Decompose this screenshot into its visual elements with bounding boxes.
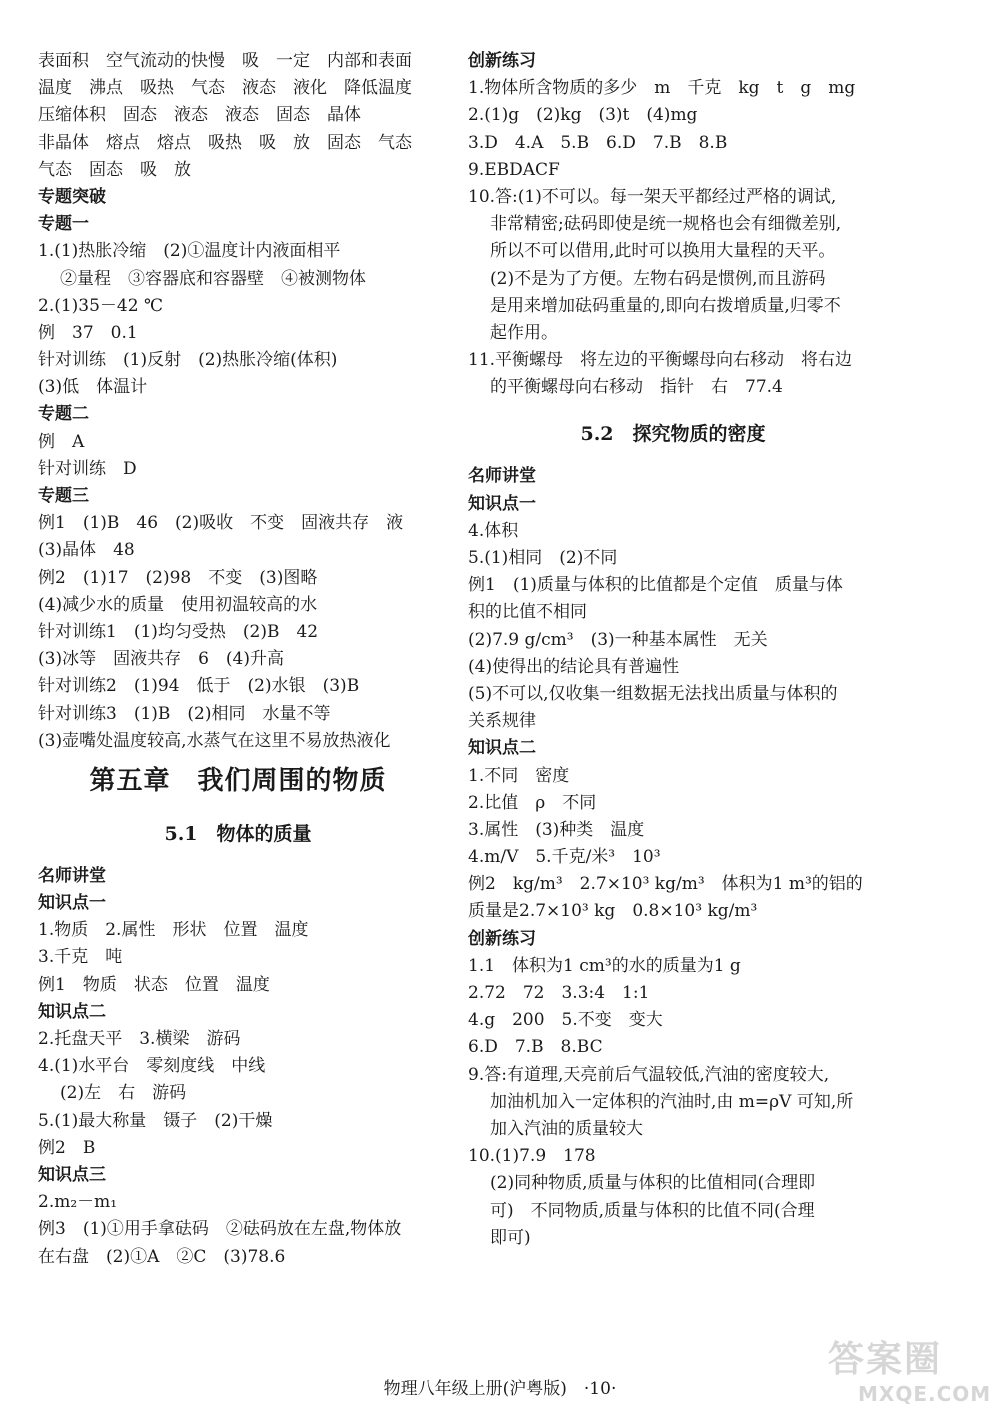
text-line: 9.答:有道理,天亮前后气温较低,汽油的密度较大, [468,1064,830,1085]
lecture-heading: 名师讲堂 [468,466,536,487]
text-line: 即可) [490,1227,531,1248]
text-line: 11.平衡螺母 将左边的平衡螺母向右移动 将右边 [468,350,853,371]
text-line: 起作用。 [490,322,558,343]
chapter-title: 第五章 我们周围的物质 [89,765,387,796]
knowledge-point-3-heading: 知识点三 [38,1164,106,1185]
text-line: 例 37 0.1 [38,322,138,343]
watermark-url: MXQE.COM [858,1382,992,1406]
topic-2-heading: 专题二 [38,404,89,425]
text-line: 针对训练1 (1)均匀受热 (2)B 42 [38,621,319,642]
left-column [38,48,438,1271]
text-line: (2)7.9 g/cm³ (3)一种基本属性 无关 [468,629,768,650]
text-line: 1.不同 密度 [468,765,570,786]
text-line: 的平衡螺母向右移动 指针 右 77.4 [490,377,783,398]
page-footer: 物理八年级上册(沪粤版) ·10· [383,1379,617,1399]
text-line: 1.物质 2.属性 形状 位置 温度 [38,920,309,941]
text-line: 加入汽油的质量较大 [490,1118,643,1139]
text-line: 10.(1)7.9 178 [468,1146,596,1167]
text-line: 2.72 72 3.3:4 1:1 [468,983,650,1003]
text-line: 2.m₂－m₁ [38,1192,118,1213]
text-line: 9.EBDACF [468,159,560,180]
text-line: 在右盘 (2)①A ②C (3)78.6 [38,1246,286,1267]
knowledge-point-2-heading: 知识点二 [38,1001,106,1022]
text-line: 质量是2.7×10³ kg 0.8×10³ kg/m³ [468,901,758,922]
text-line: ②量程 ③容器底和容器壁 ④被测物体 [60,268,366,289]
text-line: 例2 (1)17 (2)98 不变 (3)图略 [38,567,318,588]
text-line: 可) 不同物质,质量与体积的比值不同(合理 [490,1200,815,1221]
practice-heading: 创新练习 [468,928,536,949]
text-line: 2.(1)g (2)kg (3)t (4)mg [468,105,698,126]
practice-heading: 创新练习 [468,51,536,71]
text-line: 1.(1)热胀冷缩 (2)①温度计内液面相平 [38,241,341,262]
left-top-lines [38,48,438,184]
text-line: (2)左 右 游码 [60,1083,187,1104]
text-line: 针对训练2 (1)94 低于 (2)水银 (3)B [38,676,360,697]
text-line: 例2 kg/m³ 2.7×10³ kg/m³ 体积为1 m³的铝的 [468,874,863,895]
text-line: 2.比值 ρ 不同 [468,792,597,813]
text-line: 3.D 4.A 5.B 6.D 7.B 8.B [468,132,728,153]
text-line: 5.(1)最大称量 镊子 (2)干燥 [38,1110,273,1131]
text-line: 3.千克 吨 [38,947,123,968]
text-line: 例2 B [38,1137,96,1158]
topic-3-heading: 专题三 [38,486,89,506]
text-line: 气态 固态 吸 放 [38,159,191,180]
text-line: 4.体积 [468,520,519,541]
text-line: (2)不是为了方便。左物右码是惯例,而且游码 [490,268,826,289]
text-line: 非常精密;砝码即使是统一规格也会有细微差别, [490,214,842,235]
text-line: 例1 (1)B 46 (2)吸收 不变 固液共存 液 [38,513,404,534]
text-line: 5.(1)相同 (2)不同 [468,548,618,568]
lecture-heading: 名师讲堂 [38,865,106,886]
text-line: 针对训练 (1)反射 (2)热胀冷缩(体积) [38,350,338,371]
text-line: 压缩体积 固态 液态 液态 固态 晶体 [38,105,361,126]
text-line: 加油机加入一定体积的汽油时,由 m=ρV 可知,所 [490,1091,854,1112]
text-line: 表面积 空气流动的快慢 吸 一定 内部和表面 [38,51,412,71]
knowledge-point-2-heading: 知识点二 [468,738,536,759]
text-line: 2.托盘天平 3.横梁 游码 [38,1029,241,1049]
text-line: (3)壶嘴处温度较高,水蒸气在这里不易放热液化 [38,730,391,751]
section-5-1-title: 5.1 物体的质量 [164,822,312,845]
topic-1-heading: 专题一 [38,214,89,235]
text-line: 2.(1)35－42 ℃ [38,295,163,316]
text-line: 针对训练3 (1)B (2)相同 水量不等 [38,703,331,724]
watermark-logo-text: 答案圈 [828,1339,943,1380]
knowledge-point-1-heading: 知识点一 [38,893,106,914]
text-line: 1.1 体积为1 cm³的水的质量为1 g [468,955,741,976]
text-line: 例3 (1)①用手拿砝码 ②砝码放在左盘,物体放 [38,1219,402,1240]
text-line: 6.D 7.B 8.BC [468,1037,603,1058]
text-line: 关系规律 [468,711,536,732]
right-column [468,48,878,1252]
text-line: 温度 沸点 吸热 气态 液态 液化 降低温度 [38,78,412,99]
text-line: 4.m/V 5.千克/米³ 10³ [468,847,661,868]
text-line: 例1 物质 状态 位置 温度 [38,974,270,995]
knowledge-point-1-heading: 知识点一 [468,493,536,514]
text-line: (4)使得出的结论具有普遍性 [468,656,680,677]
text-line: (3)冰等 固液共存 6 (4)升高 [38,649,284,670]
text-line: 10.答:(1)不可以。每一架天平都经过严格的调试, [468,186,837,207]
text-line: 针对训练 D [38,458,137,479]
text-line: 例 A [38,431,85,452]
text-line: 4.(1)水平台 零刻度线 中线 [38,1056,266,1077]
text-line: 积的比值不相同 [468,602,587,623]
text-line: 例1 (1)质量与体积的比值都是个定值 质量与体 [468,575,843,596]
text-line: (4)减少水的质量 使用初温较高的水 [38,594,318,615]
site-watermark [828,1338,992,1412]
text-line: 非晶体 熔点 熔点 吸热 吸 放 固态 气态 [38,132,412,153]
text-line: 4.g 200 5.不变 变大 [468,1010,663,1031]
text-line: (3)晶体 48 [38,540,135,561]
text-line: 1.物体所含物质的多少 m 千克 kg t g mg [468,78,856,99]
section-heading-zhuanti-tupo: 专题突破 [38,186,106,207]
section-5-2-title: 5.2 探究物质的密度 [580,423,766,446]
text-line: 3.属性 (3)种类 温度 [468,819,645,840]
text-line: 是用来增加砝码重量的,即向右拨增质量,归零不 [490,295,841,316]
text-line: 所以不可以借用,此时可以换用大量程的天平。 [490,241,836,262]
text-line: (2)同种物质,质量与体积的比值相同(合理即 [490,1173,816,1194]
text-line: (3)低 体温计 [38,377,148,398]
text-line: (5)不可以,仅收集一组数据无法找出质量与体积的 [468,683,838,704]
